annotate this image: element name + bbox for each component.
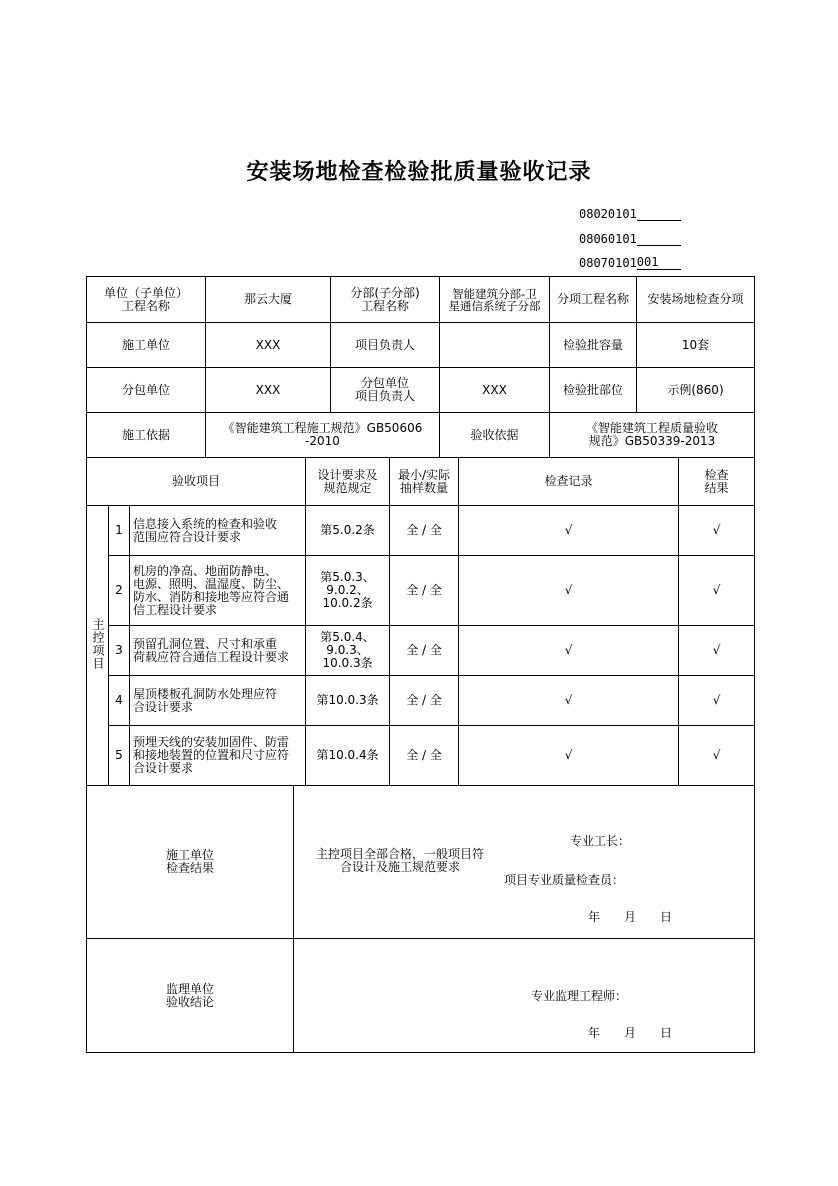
items-table [86,457,755,786]
construction-check-row [87,786,755,939]
contractor-label: 施工单位 [87,323,206,368]
batch-code-3 [579,256,681,270]
item-spec: 第10.0.3条 [306,676,390,726]
batch-location-label: 检验批部位 [550,368,637,413]
item-spec: 第5.0.2条 [306,506,390,556]
item-record: √ [459,726,679,786]
item-desc: 信息接入系统的检查和验收 范围应符合设计要求 [130,506,306,556]
item-no: 4 [109,676,130,726]
subcontractor-value: XXX [206,368,331,413]
table-row [87,726,755,786]
item-no: 3 [109,626,130,676]
table-row [87,556,755,626]
signature-table [86,785,755,1053]
item-sample: 全 / 全 [390,626,459,676]
construction-basis-label: 施工依据 [87,413,206,458]
item-result: √ [679,626,755,676]
item-sample: 全 / 全 [390,726,459,786]
batch-code-number: 08070101 [579,256,637,270]
header-record: 检查记录 [459,458,679,506]
batch-code-1 [579,207,681,221]
supervision-label: 监理单位 验收结论 [87,939,294,1053]
supervision-date: 年 月 日 [588,1026,673,1040]
batch-code-suffix [637,232,681,246]
subcontractor-label: 分包单位 [87,368,206,413]
sub-pm-label: 分包单位 项目负责人 [331,368,440,413]
info-table [86,276,755,458]
item-result: √ [679,506,755,556]
construction-check-text: 主控项目全部合格，一般项目符 合设计及施工规范要求 [315,847,484,874]
page-title: 安装场地检查检验批质量验收记录 [246,159,592,185]
item-record: √ [459,556,679,626]
construction-check-content [294,786,754,938]
item-desc: 预留孔洞位置、尺寸和承重 荷载应符合通信工程设计要求 [130,626,306,676]
item-no: 2 [109,556,130,626]
item-sample: 全 / 全 [390,676,459,726]
item-spec: 第5.0.4、 9.0.3、 10.0.3条 [306,626,390,676]
sub-pm-value: XXX [440,368,550,413]
header-sample: 最小/实际 抽样数量 [390,458,459,506]
supervision-row [87,939,755,1053]
batch-capacity-value: 10套 [637,323,755,368]
contractor-value: XXX [206,323,331,368]
unit-name-label: 单位（子单位） 工程名称 [87,277,206,323]
item-record: √ [459,676,679,726]
header-result: 检查 结果 [679,458,755,506]
table-row [87,676,755,726]
item-spec: 第5.0.3、 9.0.2、 10.0.2条 [306,556,390,626]
item-desc: 机房的净高、地面防静电、 电源、照明、温湿度、防尘、 防水、消防和接地等应符合通 信工程设计要求 [130,556,306,626]
item-desc: 屋顶楼板孔洞防水处理应符 合设计要求 [130,676,306,726]
item-result: √ [679,556,755,626]
item-desc: 预埋天线的安装加固件、防雷 和接地装置的位置和尺寸应符 合设计要求 [130,726,306,786]
header-item: 验收项目 [87,458,306,506]
item-sample: 全 / 全 [390,556,459,626]
item-record: √ [459,506,679,556]
subitem-name-value: 安装场地检查分项 [637,277,755,323]
quality-inspector-label: 项目专业质量检查员： [504,873,625,887]
construction-check-date: 年 月 日 [588,910,673,924]
supervising-engineer-label: 专业监理工程师： [531,989,628,1003]
project-manager-label: 项目负责人 [331,323,440,368]
division-name-value: 智能建筑分部-卫 星通信系统子分部 [440,277,550,323]
batch-code-suffix [637,207,681,221]
batch-code-number: 08020101 [579,207,637,221]
batch-code-number: 08060101 [579,232,637,246]
item-record: √ [459,626,679,676]
subitem-name-label: 分项工程名称 [550,277,637,323]
foreman-label: 专业工长： [570,834,631,848]
item-result: √ [679,676,755,726]
acceptance-basis-label: 验收依据 [440,413,550,458]
item-sample: 全 / 全 [390,506,459,556]
construction-basis-value: 《智能建筑工程施工规范》GB50606 -2010 [206,413,440,458]
project-manager-value [440,323,550,368]
header-design: 设计要求及 规范规定 [306,458,390,506]
item-spec: 第10.0.4条 [306,726,390,786]
supervision-content [294,939,754,1052]
items-header-row [87,458,755,506]
batch-code-2 [579,232,681,246]
item-no: 1 [109,506,130,556]
batch-location-value: 示例(860) [637,368,755,413]
division-name-label: 分部(子分部) 工程名称 [331,277,440,323]
batch-capacity-label: 检验批容量 [550,323,637,368]
item-no: 5 [109,726,130,786]
acceptance-basis-value: 《智能建筑工程质量验收 规范》GB50339-2013 [550,413,755,458]
main-control-label: 主控项目 [87,506,109,786]
batch-code-suffix: 001 [637,256,681,270]
unit-name-value: 那云大厦 [206,277,331,323]
table-row [87,506,755,556]
item-result: √ [679,726,755,786]
construction-check-label: 施工单位 检查结果 [87,786,294,939]
table-row [87,626,755,676]
